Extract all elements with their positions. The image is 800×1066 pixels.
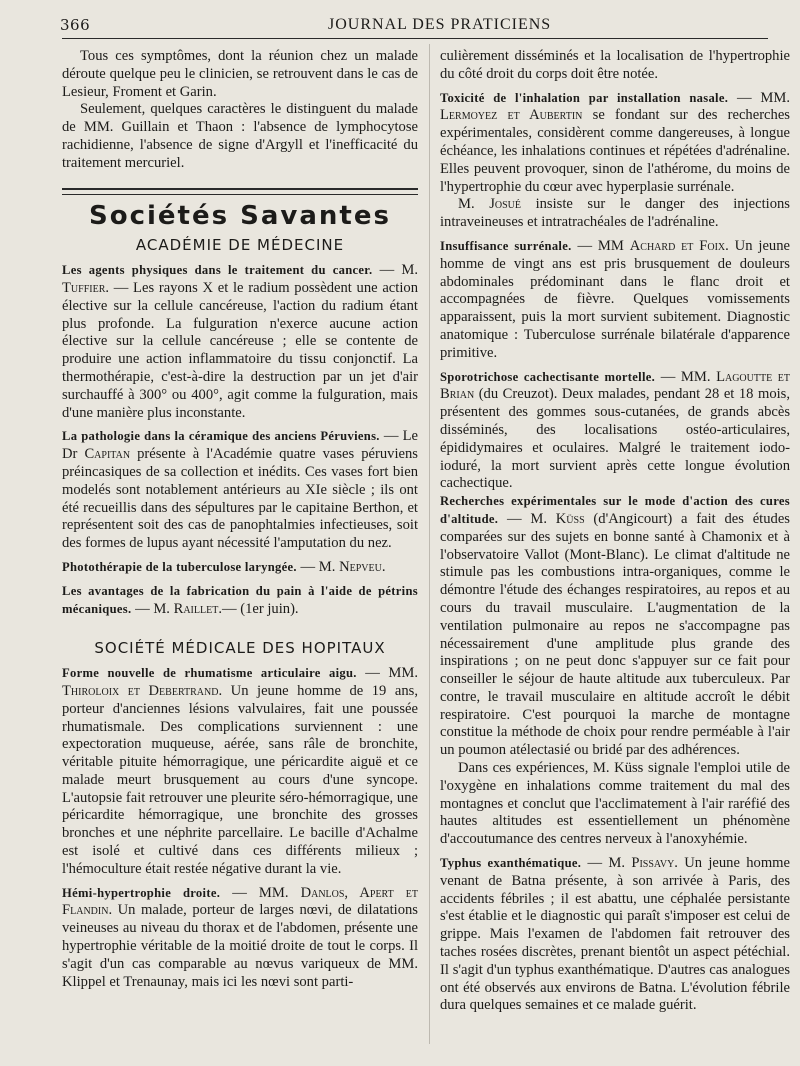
author-name: Küss bbox=[555, 510, 585, 527]
article-hemi-hypertrophie: Hémi-hypertrophie droite. — MM. Danlos, Apert et Flandin. Un malade, porteur de larges nœvi, de dilatations veineuses au niveau du thorax et de l'abdomen, présente une hypertrophie véritable de la moitié droite de tout le corps. Il s'agit d'un cas comparable au nœvus variqueux de MM. Klippel et Trenaunay, mais ici les nœvi sont parti- bbox=[62, 884, 419, 990]
article-typhus: Typhus exanthématique. — M. Pissavy. Un jeune homme venant de Batna présente, à son arrivée à Paris, des accidents fébriles ; il est abattu, une céphalée persistante s'est établie et le diagnostic qui paraît s'imposer est celui de grippe. Mais l'examen de l'abdomen fait retrouver des taches rosées discrètes, prenant bientôt un aspect pétéchial. Il s'agit d'un typhus exanthématique. D'autres cas analogues ont été observés aux environs de Batna. L'évolution fébrile dura quelques semaines et ce malade guérit. bbox=[440, 855, 791, 1014]
author-name: Danlos, Apert et Flandin bbox=[62, 884, 419, 919]
author-name: Capitan bbox=[84, 446, 131, 463]
author-name: Raillet bbox=[173, 600, 219, 617]
article-pain: Les avantages de la fabrication du pain à l'aide de pétrins mécaniques. — M. Raillet.— (1er juin). bbox=[62, 583, 418, 617]
author-name: Pissavy bbox=[631, 855, 675, 872]
running-header bbox=[60, 14, 780, 36]
right-column bbox=[440, 48, 790, 1015]
section-double-rule bbox=[62, 188, 418, 195]
paragraph-continuation: culièrement disséminés et la localisation de l'hypertrophie du côté droit du corps doit être notée. bbox=[440, 48, 790, 82]
article-rhumatisme: Forme nouvelle de rhumatisme articulaire aigu. — MM. Thiroloix et Debertrand. Un jeune homme de 19 ans, porteur d'anciennes lésions valvulaires, fait une poussée rhumatismale. Des complications surviennent : une expectoration muqueuse, aérée, sans râle de bronchite, véritable pituite hémorragique, une péricardite aiguë et ce malade meurt brusquement au cours d'une syncope. L'autopsie fait retrouver une pleurite séro-hémorragique, une péricardite hémorragique, une bronchite des grosses bronches et une néphrite parcellaire. Le bacille d'Achalme est isolé et cultivé dans ces différents milieux ; l'hémoculture était restée négative durant la vie. bbox=[62, 665, 418, 877]
article-ceramique: La pathologie dans la céramique des anciens Péruviens. — Le Dr Capitan présente à l'Académie quatre vases péruviens préincasiques de sa collection et inédits. Ces vases fort bien modelés sont notablement antérieurs au XIe siècle ; ils ont été recueillis dans des sépultures par le capitaine Berthon, et représentent soit des cas de panophtalmies infectieuses, soit des formes de lupus ayant nécessité l'amputation du nez. bbox=[62, 428, 418, 552]
page-number: 366 bbox=[60, 16, 91, 34]
article-heading: Typhus exanthématique. bbox=[440, 856, 582, 871]
author-name: Lagoutte et Brian bbox=[440, 368, 790, 403]
article-heading: Toxicité de l'inhalation par installation nasale. bbox=[440, 90, 729, 105]
article-toxicite: Toxicité de l'inhalation par installation nasale. — MM. Lermoyez et Aubertin se fondant sur des recherches expérimentales, considèrent comme dangereuses, à longue échéance, les inhalations continues et répétées d'adrénaline. Elles peuvent provoquer, sinon de l'athérome, du moins de l'hypertrophie du cœur avec hyperplasie surrénale. bbox=[440, 89, 790, 195]
section-title-hopitaux: SOCIÉTÉ MÉDICALE DES HOPITAUX bbox=[94, 639, 386, 658]
article-heading: La pathologie dans la céramique des anciens Péruviens. bbox=[62, 429, 380, 444]
article-heading: Insuffisance surrénale. bbox=[440, 238, 572, 253]
author-name: Lermoyez et Aubertin bbox=[440, 107, 583, 124]
article-heading: Hémi-hypertrophie droite. bbox=[62, 885, 221, 900]
article-heading: Sporotrichose cachectisante mortelle. bbox=[440, 369, 656, 384]
article-altitude: Recherches expérimentales sur le mode d'action des cures d'altitude. — M. Küss (d'Angicourt) a fait des études comparées sur des sujets en bonne santé à Chamonix et à l'observatoire Vallot (Mont-Blanc). Le climat d'altitude ne stimule pas les combustions intra-organiques, comme le démontre l'étude des échanges respiratoires, au repos et au cours du travail musculaire. L'augmentation de la ventilation pulmonaire au repos ne s'accompagne pas nécessairement d'une amplitude plus grande des inspirations ; on ne peut donc s'appuyer sur ce fait pour conseiller le séjour de haute altitude aux tuberculeux. Par contre, le travail musculaire en altitude accroît le débit respiratoire. C'est pourquoi la marche de montagne constitue la méthode de choix pour rendre perméable à l'air un poumon atélectasié ou bridé par des adhérences. bbox=[440, 494, 790, 759]
article-cancer: Les agents physiques dans le traitement du cancer. — M. Tuffier. — Les rayons X et le radium possèdent une action élective sur la cellule cancéreuse, l'action du radium étant plus profonde. La fulguration n'exerce aucune action élective sur la cellule cancéreuse ; elle se contente de produire une action inflammatoire du tissu conjonctif. La thermothérapie, c'est-à-dire la destruction par un jet d'air surchauffé à 300° ou 400°, agit comme la fulguration, mais d'une manière plus inconstante. bbox=[62, 262, 419, 421]
paragraph-josue: M. Josué insiste sur le danger des injections intraveineuses et intratrachéales de l'adrénaline. bbox=[440, 196, 790, 231]
column-divider bbox=[429, 44, 430, 1044]
section-title-academie: ACADÉMIE DE MÉDECINE bbox=[135, 236, 345, 255]
paragraph-experiences: Dans ces expériences, M. Küss signale l'emploi utile de l'oxygène en inhalations comme traitement du mal des montagnes et conclut que l'acclimatement à l'air raréfié des hautes altitudes est essentiellement un phénomène d'accoutumance des centres nerveux à l'anoxyhémie. bbox=[440, 760, 790, 848]
header-rule bbox=[62, 38, 768, 39]
main-section-title: Sociétés Savantes bbox=[89, 200, 391, 231]
article-heading: Recherches expérimentales sur le mode d'action des cures d'altitude. bbox=[440, 494, 790, 526]
article-heading: Les avantages de la fabrication du pain à l'aide de pétrins mécaniques. bbox=[62, 583, 418, 616]
paragraph-seulement: Seulement, quelques caractères le distinguent du malade de MM. Guillain et Thaon : l'absence de lymphocytose rachidienne, l'absence de signe d'Argyll et l'inefficacité du traitement mercuriel. bbox=[62, 101, 418, 171]
author-name: Thiroloix et Debertrand bbox=[62, 682, 219, 699]
article-heading: Forme nouvelle de rhumatisme articulaire aigu. bbox=[62, 666, 357, 681]
author-name: Tuffier bbox=[62, 279, 106, 296]
article-sporotrichose: Sporotrichose cachectisante mortelle. — MM. Lagoutte et Brian (du Creuzot). Deux malades, pendant 28 et 18 mois, présentent des gommes sous-cutanées, de grands abcès disséminés, des localisations ostéo-articulaires, épididymaires et oculaires. Malgré le traitement iodo-ioduré, la mort survient après cette longue évolution cachectique. bbox=[440, 368, 790, 492]
article-phototherapie: Photothérapie de la tuberculose laryngée. — M. Nepveu. bbox=[62, 558, 386, 575]
article-heading: Photothérapie de la tuberculose laryngée. bbox=[62, 559, 297, 574]
author-name: Nepveu bbox=[339, 558, 382, 575]
author-name: Achard et Foix bbox=[629, 237, 726, 254]
left-column bbox=[62, 48, 418, 991]
author-name: Josué bbox=[489, 196, 521, 213]
article-insuffisance: Insuffisance surrénale. — MM Achard et Foix. Un jeune homme de vingt ans est pris brusquement de douleurs abdominales prédominant dans le flanc droit et accompagnées de fièvre. Quelques vomissements apparaissent, puis la mort survient subitement. Diagnostic anatomique : Tuberculose surrénale bilatérale d'apparence primitive. bbox=[440, 237, 790, 361]
journal-title: JOURNAL DES PRATICIENS bbox=[328, 16, 552, 33]
paragraph-symptomes: Tous ces symptômes, dont la réunion chez un malade déroute quelque peu le clinicien, se retrouvent dans le cas de Lesieur, Froment et Garin. bbox=[62, 48, 418, 100]
article-heading: Les agents physiques dans le traitement du cancer. bbox=[62, 263, 373, 278]
